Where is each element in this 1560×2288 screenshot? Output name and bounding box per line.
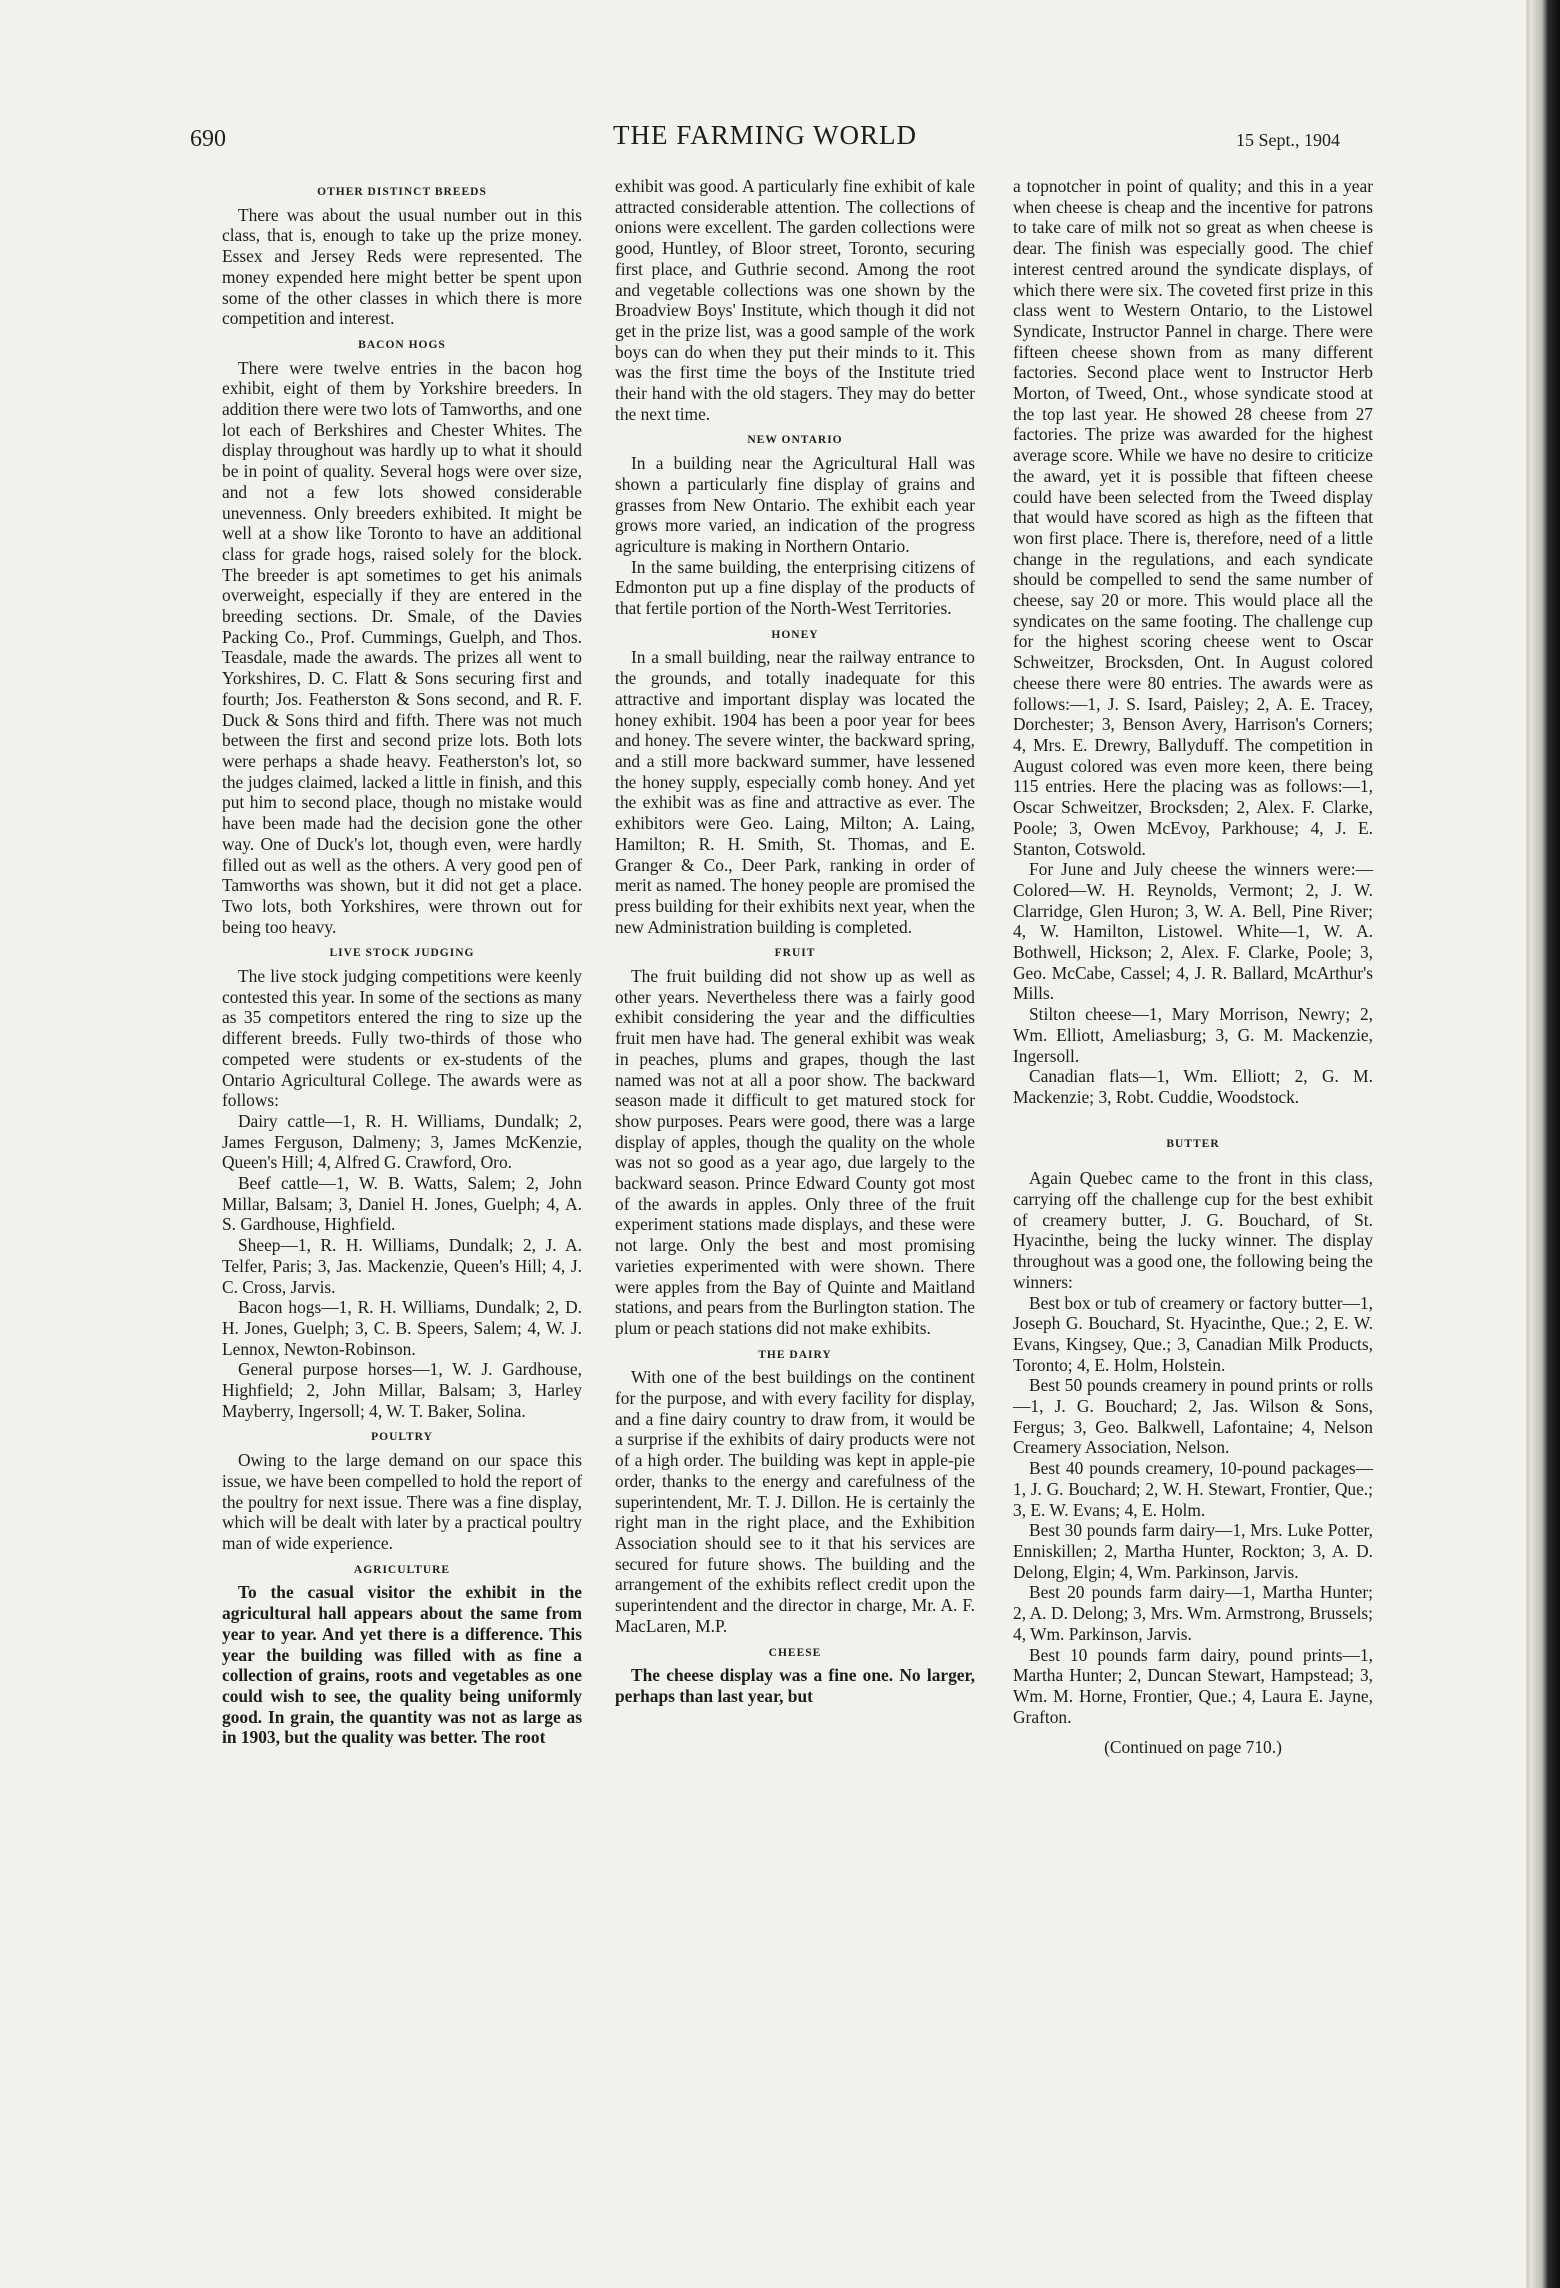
column-1 bbox=[222, 176, 582, 2176]
section-heading: BACON HOGS bbox=[358, 338, 446, 351]
paragraph: The fruit building did not show up as well as other years. Nevertheless there was a fairly good exhibit considering the year and the difficulties fruit men have had. The general exhibit was weak in peaches, plums and grapes, though the last named was not at all a poor show. The backward season made it difficult to get matured stock for show purposes. Pears were good, there was a large display of apples, though the quality on the whole was not so good as a year ago, due largely to the backward season. Prince Edward County got most of the awards in apples. Only three of the fruit experiment stations made displays, and these were not large. Only the best and most promising varieties experimented with were shown. There were apples from the Bay of Quinte and Maitland stations, and pears from the Burlington station. The plum or peach stations did not make exhibits. bbox=[615, 966, 975, 1338]
page-edge bbox=[1530, 0, 1560, 2288]
award-paragraph: Best 50 pounds creamery in pound prints or rolls—1, J. G. Bouchard; 2, Jas. Wilson & Sons, Fergus; 3, Geo. Balkwell, Lafontaine; 4, Nelson Creamery Association, Nelson. bbox=[1013, 1375, 1373, 1458]
section-heading: CHEESE bbox=[768, 1646, 822, 1659]
award-paragraph: Best 40 pounds creamery, 10-pound packages—1, J. G. Bouchard; 2, W. H. Stewart, Frontier, Que.; 3, E. W. Evans; 4, E. Holm. bbox=[1013, 1458, 1373, 1520]
section-heading: NEW ONTARIO bbox=[747, 434, 843, 447]
section-heading: FRUIT bbox=[774, 947, 816, 960]
paragraph: In a small building, near the railway entrance to the grounds, and totally inadequate for this attractive and important display was located the honey exhibit. 1904 has been a poor year for bees and honey. The severe winter, the backward spring, and a still more backward summer, have lessened the honey supply, especially comb honey. And yet the exhibit was as fine and attractive as ever. The exhibitors were Geo. Laing, Milton; A. Laing, Hamilton; R. H. Smith, St. Thomas, and E. Granger & Co., Deer Park, ranking in order of merit as named. The honey people are promised the press building for their exhibits next year, when the new Administration building is completed. bbox=[615, 647, 975, 937]
award-paragraph: Canadian flats—1, Wm. Elliott; 2, G. M. Mackenzie; 3, Robt. Cuddie, Woodstock. bbox=[1013, 1066, 1373, 1107]
award-paragraph: Bacon hogs—1, R. H. Williams, Dundalk; 2, D. H. Jones, Guelph; 3, C. B. Speers, Salem; 4, W. J. Lennox, Newton-Robinson. bbox=[222, 1297, 582, 1359]
paragraph: There were twelve entries in the bacon hog exhibit, eight of them by Yorkshire breeders. In addition there were two lots of Tamworths, and one lot each of Berkshires and Chester Whites. The display throughout was hardly up to what it should be in point of quality. Several hogs were over size, and not a few lots showed considerable unevenness. Only breeders exhibited. It might be well at a show like Toronto to have an additional class for grade hogs, raised solely for the block. The breeder is apt sometimes to get his animals overweight, especially if they are entered in the breeding sections. Dr. Smale, of the Davies Packing Co., Prof. Cummings, Guelph, and Thos. Teasdale, made the awards. The prizes all went to Yorkshires, D. C. Flatt & Sons securing first and fourth; Jos. Featherston & Sons second, and R. F. Duck & Sons third and fifth. There was not much between the first and second prize lots. Both lots were perhaps a shade heavy. Featherston's lot, so the judges claimed, lacked a little in finish, and this put him to second place, though no mistake would have been made had the decision gone the other way. One of Duck's lot, though even, were hardly filled out as well as the others. A very good pen of Tamworths was shown, but it did not get a place. Two lots, both Yorkshires, were thrown out for being too heavy. bbox=[222, 357, 582, 937]
award-paragraph: For June and July cheese the winners were:—Colored—W. H. Reynolds, Vermont; 2, J. W. Clarridge, Glen Huron; 3, W. A. Bell, Pine River; 4, W. Hamilton, Listowel. White—1, W. A. Bothwell, Hickson; 2, Alex. F. Clarke, Poole; 3, Geo. McCabe, Cassel; 4, J. R. Ballard, McArthur's Mills. bbox=[1013, 859, 1373, 1004]
issue-date: 15 Sept., 1904 bbox=[1235, 130, 1340, 150]
award-paragraph: Best 20 pounds farm dairy—1, Martha Hunter; 2, A. D. Delong; 3, Mrs. Wm. Armstrong, Brussels; 4, Wm. Parkinson, Jarvis. bbox=[1013, 1582, 1373, 1644]
section-heading: THE DAIRY bbox=[758, 1348, 832, 1361]
paragraph: exhibit was good. A particularly fine exhibit of kale attracted considerable attention. The collections of onions were excellent. The garden collections were good, Huntley, of Bloor street, Toronto, securing first place, and Guthrie second. Among the root and vegetable collections was one shown by the Broadview Boys' Institute, which though it did not get in the prize list, was a good sample of the work boys can do when they put their minds to it. This was the first time the boys of the Institute tried their hand with the old stagers. They may do better the next time. bbox=[615, 176, 975, 424]
paragraph: The live stock judging competitions were keenly contested this year. In some of the sections as many as 35 competitors entered the ring to size up the different breeds. Fully two-thirds of those who competed were students or ex-students of the Ontario Agricultural College. The awards were as follows: bbox=[222, 966, 582, 1111]
continued-note: (Continued on page 710.) bbox=[1104, 1737, 1282, 1758]
column-3 bbox=[1013, 176, 1373, 2176]
award-paragraph: Best 30 pounds farm dairy—1, Mrs. Luke Potter, Enniskillen; 2, Martha Hunter, Rockton; 3, A. D. Delong, Elgin; 4, Wm. Parkinson, Jarvis. bbox=[1013, 1520, 1373, 1582]
award-paragraph: Dairy cattle—1, R. H. Williams, Dundalk; 2, James Ferguson, Dalmeny; 3, James McKenzie, Queen's Hill; 4, Alfred G. Crawford, Oro. bbox=[222, 1110, 582, 1173]
award-paragraph: Best 10 pounds farm dairy, pound prints—1, Martha Hunter; 2, Duncan Stewart, Hampstead; 3, Wm. M. Horne, Frontier, Que.; 4, Laura E. Jayne, Grafton. bbox=[1013, 1644, 1373, 1727]
section-heading: BUTTER bbox=[1166, 1137, 1220, 1150]
paragraph: Owing to the large demand on our space this issue, we have been compelled to hold the report of the poultry for next issue. There was a fine display, which will be dealt with later by a practical poultry man of wide experience. bbox=[222, 1450, 582, 1553]
paragraph: In a building near the Agricultural Hall was shown a particularly fine display of grains and grasses from New Ontario. The exhibit each year grows more varied, an indication of the progress agriculture is making in Northern Ontario. bbox=[615, 453, 975, 556]
paragraph: There was about the usual number out in this class, that is, enough to take up the prize money. Essex and Jersey Reds were represented. The money expended here might better be spent upon some of the other classes in which there is more competition and interest. bbox=[222, 204, 582, 329]
paragraph: The cheese display was a fine one. No larger, perhaps than last year, but bbox=[615, 1665, 975, 1706]
paragraph: To the casual visitor the exhibit in the agricultural hall appears about the same from year to year. And yet there is a difference. This year the building was filled with as fine a collection of grains, roots and vegetables as one could wish to see, the quality being uniformly good. In grain, the quantity was not as large as in 1903, but the quality was better. The root bbox=[222, 1582, 582, 1748]
page-header bbox=[190, 120, 1340, 160]
award-paragraph: Stilton cheese—1, Mary Morrison, Newry; 2, Wm. Elliott, Ameliasburg; 3, G. M. Mackenzie, Ingersoll. bbox=[1013, 1004, 1373, 1066]
paragraph: Again Quebec came to the front in this class, carrying off the challenge cup for the best exhibit of creamery butter, J. G. Bouchard, of St. Hyacinthe, being the lucky winner. The display throughout was a good one, the following being the winners: bbox=[1013, 1168, 1373, 1292]
section-heading: HONEY bbox=[771, 628, 819, 641]
paragraph: With one of the best buildings on the continent for the purpose, and with every facility for display, and a fine dairy country to draw from, it would be a surprise if the exhibits of dairy products were not of a high order. The building was kept in apple-pie order, thanks to the energy and carefulness of the superintendent, Mr. T. J. Dillon. He is certainly the right man in the right place, and the Exhibition Association should see to it that his services are secured for future shows. The building and the arrangement of the exhibits reflect credit upon the superintendent and the director in charge, Mr. A. F. MacLaren, M.P. bbox=[615, 1367, 975, 1636]
section-heading: LIVE STOCK JUDGING bbox=[329, 947, 475, 960]
section-heading: POULTRY bbox=[371, 1431, 433, 1444]
journal-title: THE FARMING WORLD bbox=[613, 120, 917, 150]
section-heading: OTHER DISTINCT BREEDS bbox=[317, 186, 487, 198]
paragraph: a topnotcher in point of quality; and this in a year when cheese is cheap and the incentive for patrons to take care of milk not so great as when cheese is dear. The finish was especially good. The chief interest centred around the syndicate displays, of which there were six. The coveted first prize in this class went to Western Ontario, to the Listowel Syndicate, Instructor Pannel in charge. There were fifteen cheese shown from as many different factories. Second place went to Instructor Herb Morton, of Tweed, Ont., whose syndicate stood at the top last year. He showed 28 cheese from 27 factories. The prize was awarded for the highest average score. While we have no desire to criticize the award, yet it is possible that fifteen cheese could have been selected from the Tweed display that would have scored as high as the fifteen that won first place. There is, therefore, need of a little change in the regulations, and each syndicate should be compelled to send the same number of cheese, say 20 or more. This would place all the syndicates on the same footing. The challenge cup for the highest scoring cheese went to Oscar Schweitzer, Brocksden, Ont. In August colored cheese there were 80 entries. The awards were as follows:—1, J. S. Isard, Paisley; 2, A. E. Tracey, Dorchester; 3, Benson Avery, Harrison's Corners; 4, Mrs. E. Drewry, Ballyduff. The competition in August colored was even more keen, there being 115 entries. Here the placing was as follows:—1, Oscar Schweitzer, Brocksden; 2, Alex. F. Clarke, Poole; 3, Owen McEvoy, Parkhouse; 4, J. E. Stanton, Cotswold. bbox=[1013, 176, 1373, 859]
award-paragraph: Beef cattle—1, W. B. Watts, Salem; 2, John Millar, Balsam; 3, Daniel H. Jones, Guelph; 4, A. S. Gardhouse, Highfield. bbox=[222, 1173, 582, 1235]
section-heading: AGRICULTURE bbox=[353, 1563, 451, 1576]
paragraph: In the same building, the enterprising citizens of Edmonton put up a fine display of the products of that fertile portion of the North-West Territories. bbox=[615, 556, 975, 619]
page-number: 690 bbox=[190, 126, 226, 152]
column-2 bbox=[615, 176, 975, 2176]
award-paragraph: General purpose horses—1, W. J. Gardhouse, Highfield; 2, John Millar, Balsam; 3, Harley Mayberry, Ingersoll; 4, W. T. Baker, Solina. bbox=[222, 1359, 582, 1421]
award-paragraph: Sheep—1, R. H. Williams, Dundalk; 2, J. A. Telfer, Paris; 3, Jas. Mackenzie, Queen's Hill; 4, J. C. Cross, Jarvis. bbox=[222, 1235, 582, 1297]
award-paragraph: Best box or tub of creamery or factory butter—1, Joseph G. Bouchard, St. Hyacinthe, Que.; 2, E. W. Evans, Kingsey, Que.; 3, Canadian Milk Products, Toronto; 4, E. Holm, Holstein. bbox=[1013, 1292, 1373, 1375]
